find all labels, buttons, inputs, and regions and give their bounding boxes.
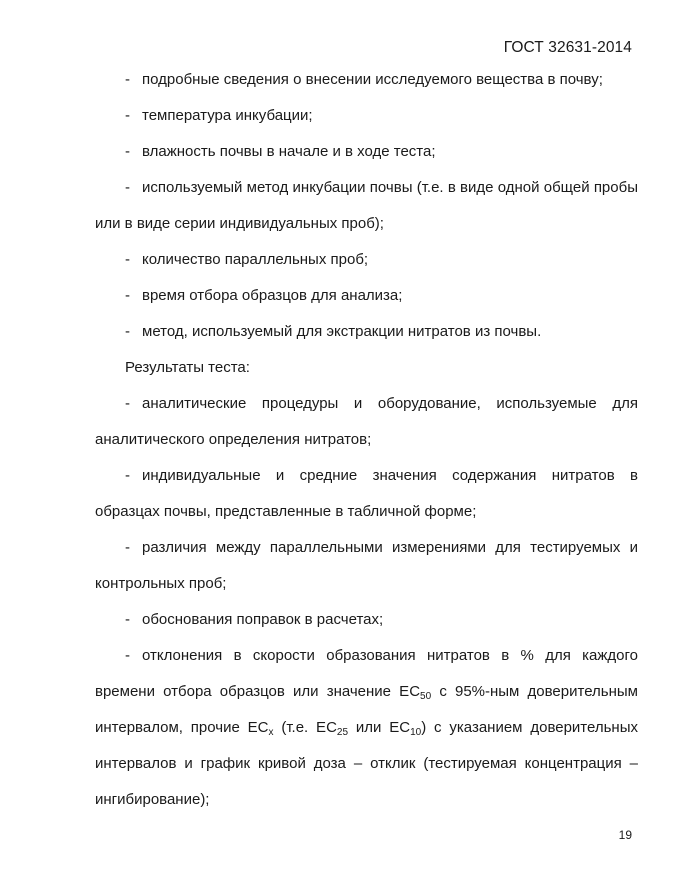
list-item xyxy=(95,602,638,638)
list-item-text: количество параллельных проб; xyxy=(142,251,369,268)
document-code: ГОСТ 32631-2014 xyxy=(503,39,632,56)
list-bullet: - xyxy=(125,539,130,556)
list-bullet: - xyxy=(125,107,130,124)
subscript: 10 xyxy=(410,727,422,738)
document-body xyxy=(95,62,638,818)
list-item-text: метод, используемый для экстракции нитратов из почвы. xyxy=(142,323,542,340)
list-item-text: аналитические процедуры и оборудование, используемые для аналитического определения нитратов; xyxy=(95,395,638,448)
list-item xyxy=(95,638,638,818)
list-bullet: - xyxy=(125,611,130,628)
list-item-text: температура инкубации; xyxy=(142,107,313,124)
list-bullet: - xyxy=(125,143,130,160)
list-item xyxy=(95,314,638,350)
list-item xyxy=(95,134,638,170)
list-item xyxy=(95,242,638,278)
list-item-text-part: отклонения в скорости образования нитратов в % для каждого времени отбора образцов или значение EC xyxy=(95,647,638,700)
list-item-text-part: (т.е. EC xyxy=(273,719,337,736)
list-bullet: - xyxy=(125,467,130,484)
subscript: 50 xyxy=(420,691,432,702)
list-item xyxy=(95,458,638,530)
list-item xyxy=(95,170,638,242)
list-item-text: используемый метод инкубации почвы (т.е. в виде одной общей пробы или в виде серии индивидуальных проб); xyxy=(95,179,638,232)
list-item xyxy=(95,278,638,314)
subscript: x xyxy=(268,727,274,738)
results-heading: Результаты теста: xyxy=(125,359,250,376)
list-bullet: - xyxy=(125,323,130,340)
list-item-text-part: с 95%-ным доверительным интервалом, прочие EC xyxy=(95,683,638,736)
list-bullet: - xyxy=(125,395,130,412)
list-item-text: индивидуальные и средние значения содержания нитратов в образцах почвы, представленные в табличной форме; xyxy=(95,467,638,520)
list-item-text: время отбора образцов для анализа; xyxy=(142,287,403,304)
list-item-text: влажность почвы в начале и в ходе теста; xyxy=(142,143,436,160)
list-bullet: - xyxy=(125,71,130,88)
list-item-text-part: ) с указанием доверительных интервалов и график кривой доза – отклик (тестируемая концентрация – ингибирование); xyxy=(95,719,638,808)
list-item xyxy=(95,62,638,98)
list-bullet: - xyxy=(125,251,130,268)
list-item-text-part: или EC xyxy=(348,719,411,736)
list-item xyxy=(95,530,638,602)
list-item-text: подробные сведения о внесении исследуемого вещества в почву; xyxy=(142,71,603,88)
subscript: 25 xyxy=(336,727,349,738)
page-number: 19 xyxy=(618,828,632,842)
list-item-text: обоснования поправок в расчетах; xyxy=(142,611,384,628)
list-bullet: - xyxy=(125,647,130,664)
list-item xyxy=(95,98,638,134)
list-bullet: - xyxy=(125,179,130,196)
list-bullet: - xyxy=(125,287,130,304)
list-item-text: различия между параллельными измерениями для тестируемых и контрольных проб; xyxy=(95,539,638,592)
list-item xyxy=(95,386,638,458)
